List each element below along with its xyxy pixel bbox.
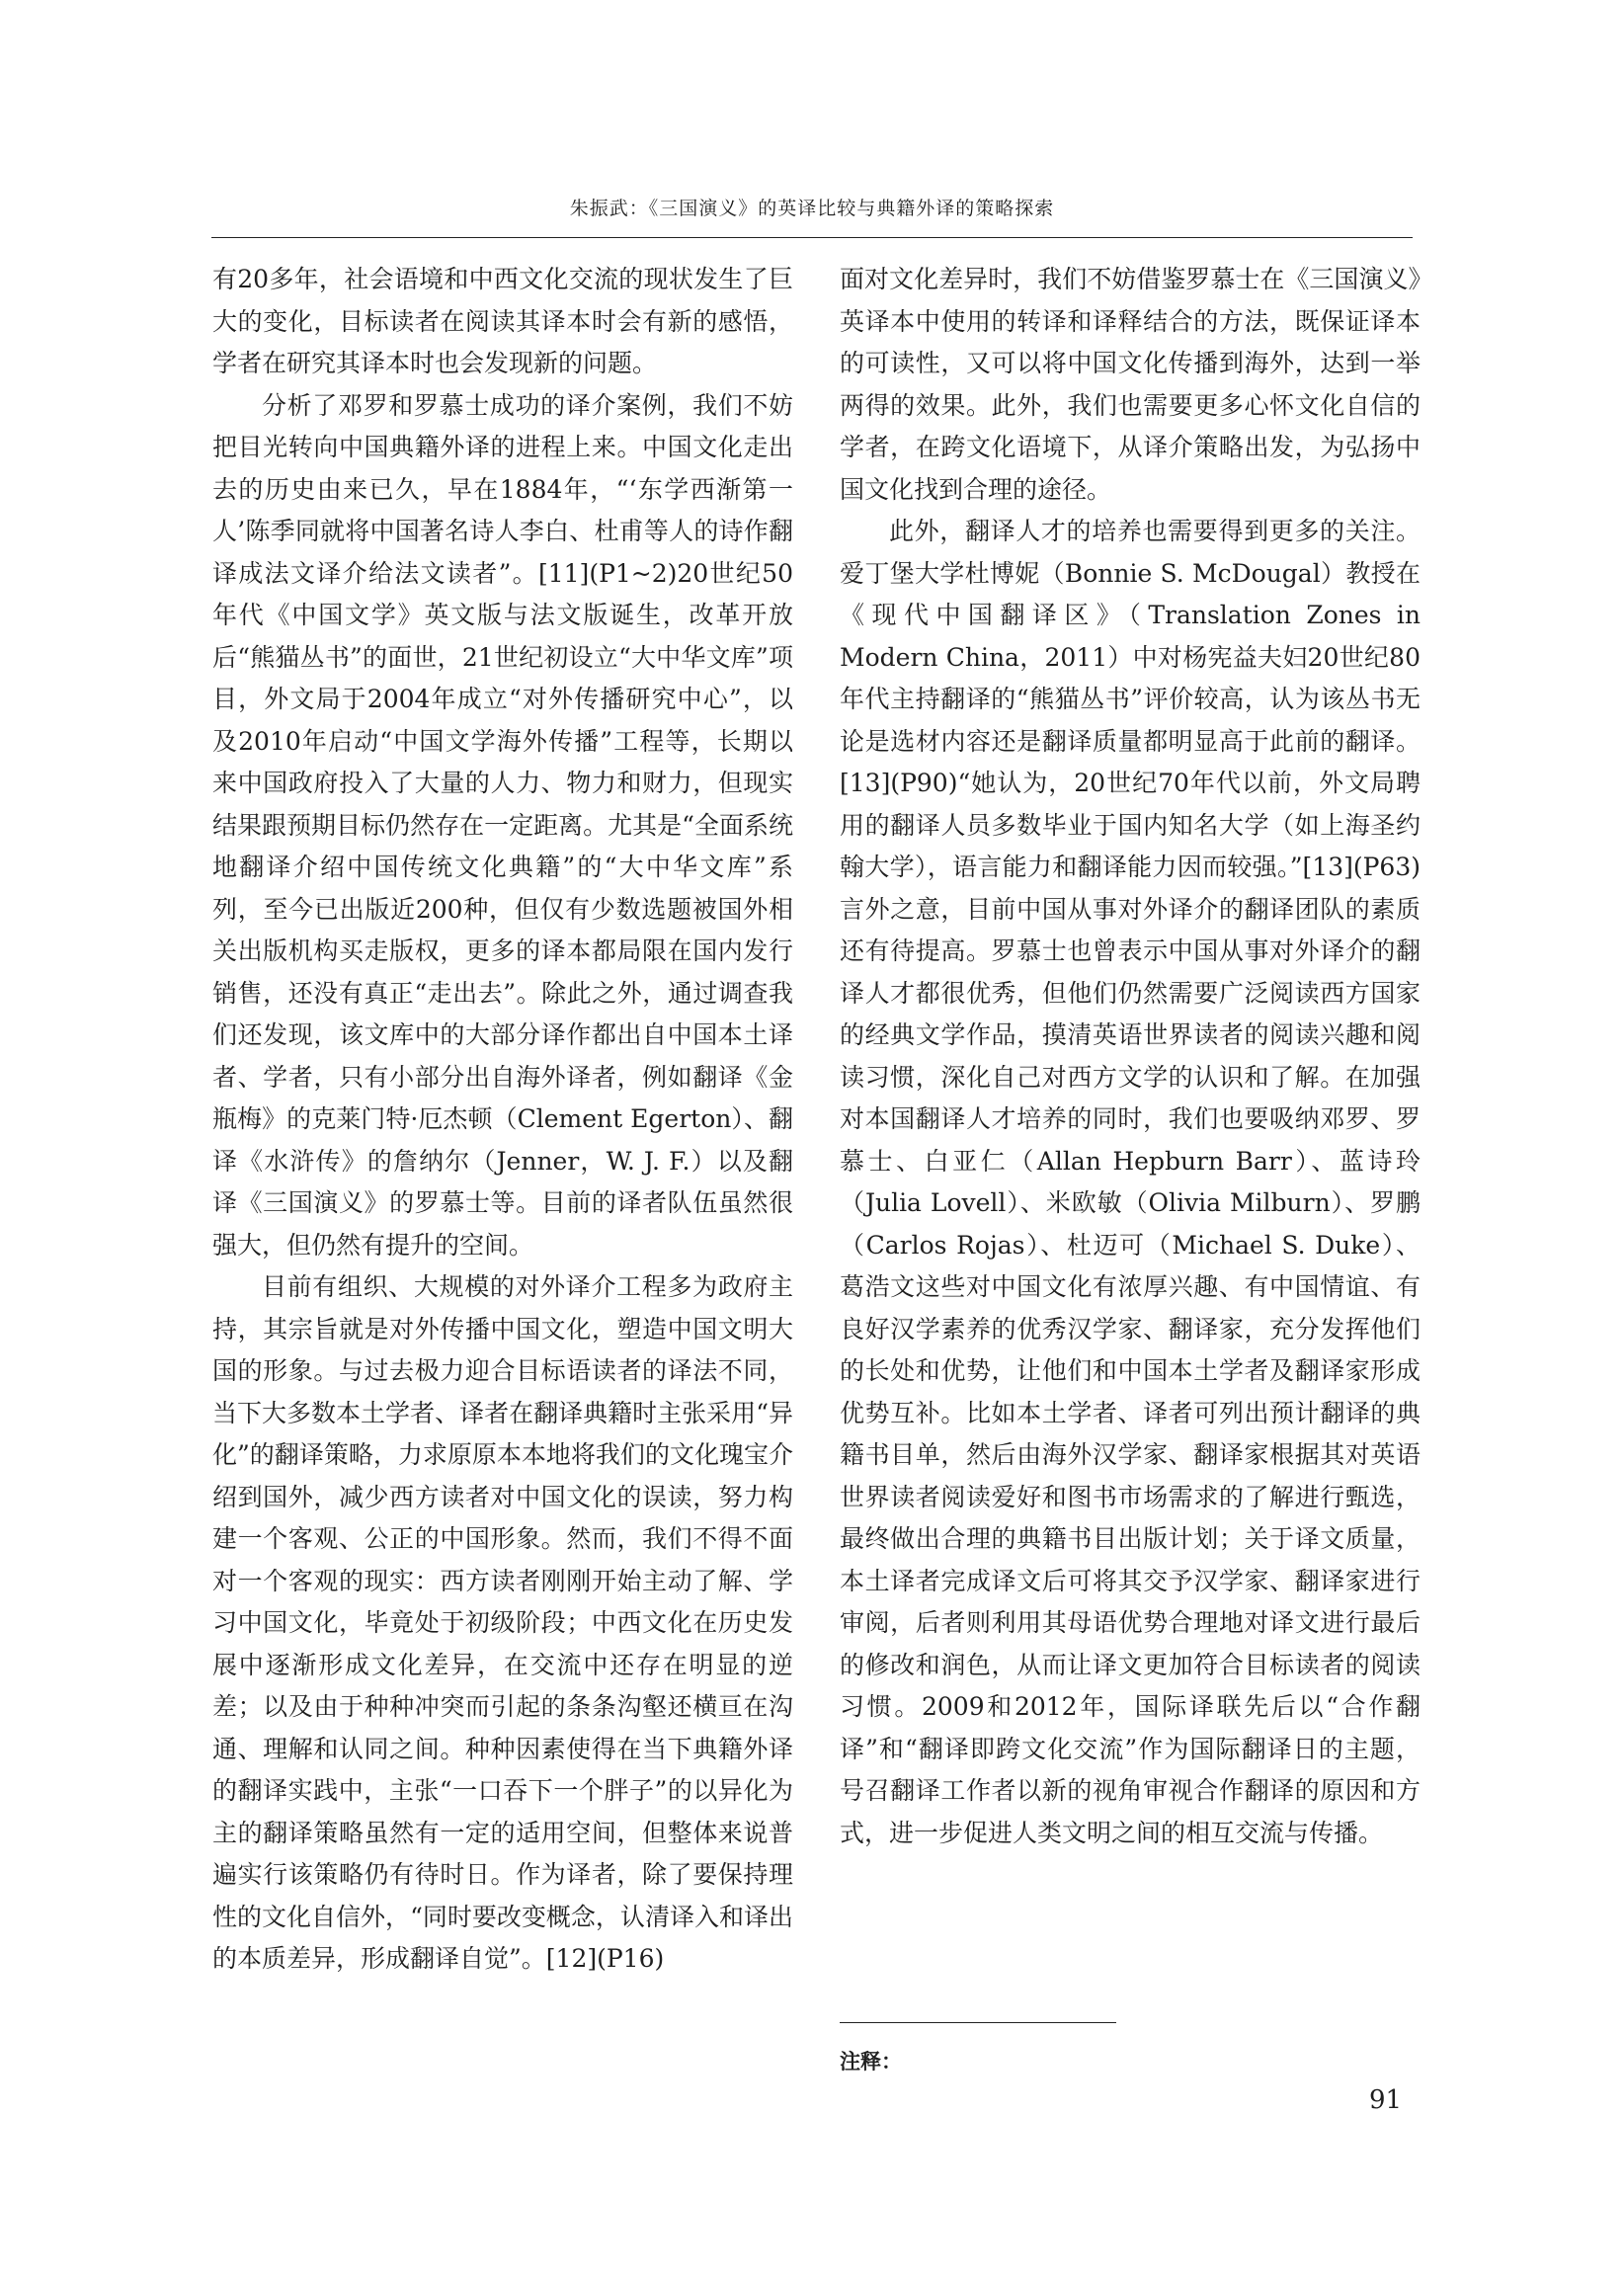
left-paragraph-2: 分析了邓罗和罗慕士成功的译介案例，我们不妨把目光转向中国典籍外译的进程上来。中国文化走出去的历史由来已久，早在1884年，“‘东学西渐第一人’陈季同就将中国著名诗人李白、杜甫等人的诗作翻译成法文译介给法文读者”。[11](P1~2)20世纪50年代《中国文学》英文版与法文版诞生，改革开放后“熊猫丛书”的面世，21世纪初设立“大中华文库”项目，外文局于2004年成立“对外传播研究中心”，以及2010年启动“中国文学海外传播”工程等，长期以来中国政府投入了大量的人力、物力和财力，但现实结果跟预期目标仍然存在一定距离。尤其是“全面系统地翻译介绍中国传统文化典籍”的“大中华文库”系列，至今已出版近200种，但仅有少数选题被国外相关出版机构买走版权，更多的译本都局限在国内发行销售，还没有真正“走出去”。除此之外，通过调查我们还发现，该文库中的大部分译作都出自中国本土译者、学者，只有小部分出自海外译者，例如翻译《金瓶梅》的克莱门特·厄杰顿（Clement Egerton）、翻译《水浒传》的詹纳尔（Jenner，W. J. F.）以及翻译《三国演义》的罗慕士等。目前的译者队伍虽然很强大，但仍然有提升的空间。 xyxy=(212,390,793,1260)
right-paragraph-1: 面对文化差异时，我们不妨借鉴罗慕士在《三国演义》英译本中使用的转译和译释结合的方法，既保证译本的可读性，又可以将中国文化传播到海外，达到一举两得的效果。此外，我们也需要更多心怀文化自信的学者，在跨文化语境下，从译介策略出发，为弘扬中国文化找到合理的途径。 xyxy=(840,265,1421,504)
notes-label: 注释： xyxy=(840,2049,902,2074)
footnote-rule xyxy=(840,2022,1116,2023)
page-number: 91 xyxy=(1369,2085,1403,2115)
running-header: 朱振武：《三国演义》的英译比较与典籍外译的策略探索 xyxy=(569,198,1055,219)
right-column xyxy=(840,259,1421,1854)
right-paragraph-2: 此外，翻译人才的培养也需要得到更多的关注。爱丁堡大学杜博妮（Bonnie S. McDougal）教授在《现代中国翻译区》（Translation Zones in Modern China，2011）中对杨宪益夫妇20世纪80年代主持翻译的“熊猫丛书”评价较高，认为该丛书无论是选材内容还是翻译质量都明显高于此前的翻译。[13](P90)“她认为，20世纪70年代以前，外文局聘用的翻译人员多数毕业于国内知名大学（如上海圣约翰大学），语言能力和翻译能力因而较强。”[13](P63)言外之意，目前中国从事对外译介的翻译团队的素质还有待提高。罗慕士也曾表示中国从事对外译介的翻译人才都很优秀，但他们仍然需要广泛阅读西方国家的经典文学作品，摸清英语世界读者的阅读兴趣和阅读习惯，深化自己对西方文学的认识和了解。在加强对本国翻译人才培养的同时，我们也要吸纳邓罗、罗慕士、白亚仁（Allan Hepburn Barr）、蓝诗玲（Julia Lovell）、米欧敏（Olivia Milburn）、罗鹏（Carlos Rojas）、杜迈可（Michael S. Duke）、葛浩文这些对中国文化有浓厚兴趣、有中国情谊、有良好汉学素养的优秀汉学家、翻译家，充分发挥他们的长处和优势，让他们和中国本土学者及翻译家形成优势互补。比如本土学者、译者可列出预计翻译的典籍书目单，然后由海外汉学家、翻译家根据其对英语世界读者阅读爱好和图书市场需求的了解进行甄选，最终做出合理的典籍书目出版计划；关于译文质量，本土译者完成译文后可将其交予汉学家、翻译家进行审阅，后者则利用其母语优势合理地对译文进行最后的修改和润色，从而让译文更加符合目标读者的阅读习惯。2009和2012年，国际译联先后以“合作翻译”和“翻译即跨文化交流”作为国际翻译日的主题，号召翻译工作者以新的视角审视合作翻译的原因和方式，进一步促进人类文明之间的相互交流与传播。 xyxy=(840,517,1421,1847)
left-paragraph-1: 有20多年，社会语境和中西文化交流的现状发生了巨大的变化，目标读者在阅读其译本时会有新的感悟，学者在研究其译本时也会发现新的问题。 xyxy=(212,265,793,377)
left-column xyxy=(212,259,793,1981)
left-paragraph-3: 目前有组织、大规模的对外译介工程多为政府主持，其宗旨就是对外传播中国文化，塑造中国文明大国的形象。与过去极力迎合目标语读者的译法不同，当下大多数本土学者、译者在翻译典籍时主张采用“异化”的翻译策略，力求原原本本地将我们的文化瑰宝介绍到国外，减少西方读者对中国文化的误读，努力构建一个客观、公正的中国形象。然而，我们不得不面对一个客观的现实：西方读者刚刚开始主动了解、学习中国文化，毕竟处于初级阶段；中西文化在历史发展中逐渐形成文化差异，在交流中还存在明显的逆差；以及由于种种冲突而引起的条条沟壑还横亘在沟通、理解和认同之间。种种因素使得在当下典籍外译的翻译实践中，主张“一口吞下一个胖子”的以异化为主的翻译策略虽然有一定的适用空间，但整体来说普遍实行该策略仍有待时日。作为译者，除了要保持理性的文化自信外，“同时要改变概念，认清译入和译出的本质差异，形成翻译自觉”。[12](P16) xyxy=(212,1272,793,1973)
header-rule xyxy=(211,237,1413,238)
